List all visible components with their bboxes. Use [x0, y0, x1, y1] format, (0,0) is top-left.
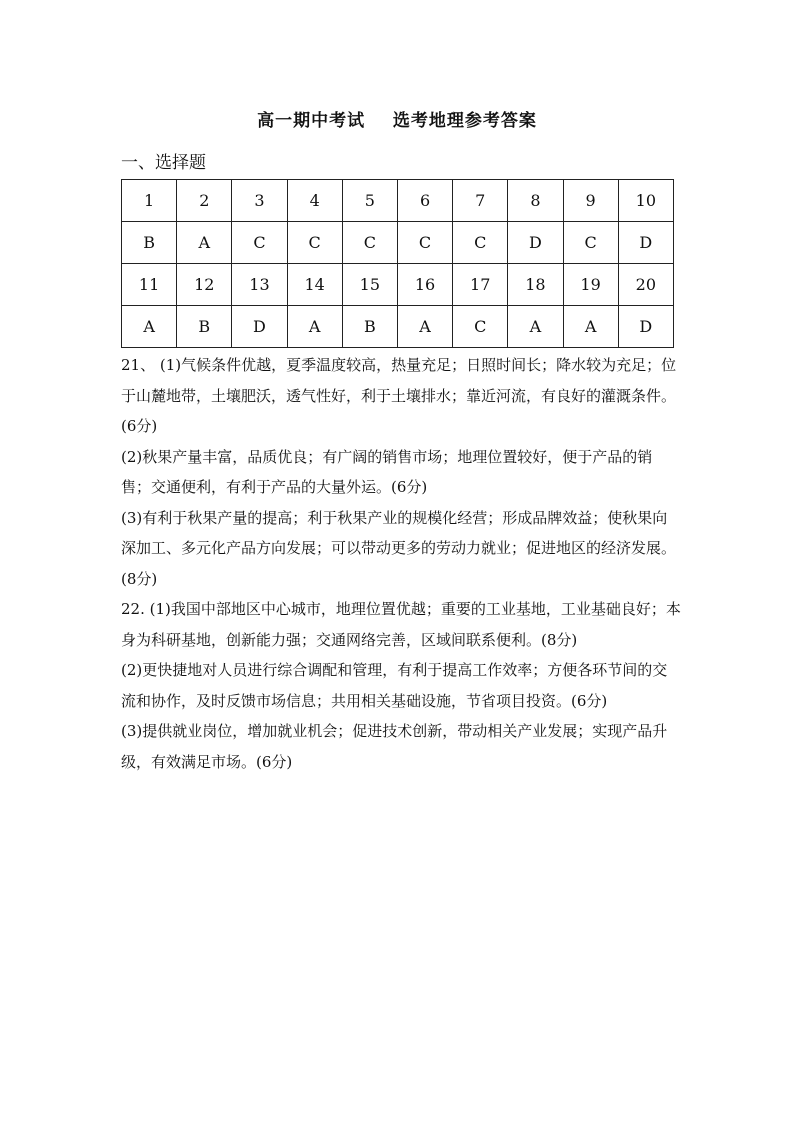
question-number-cell: 10 — [618, 180, 673, 222]
q22-part1: 22. (1)我国中部地区中心城市，地理位置优越；重要的工业基地，工业基础良好；本身为科研基地，创新能力强；交通网络完善，区域间联系便利。(8分) — [121, 600, 681, 649]
question-number-cell: 7 — [453, 180, 508, 222]
answer-cell: D — [232, 306, 287, 348]
answer-cell: A — [177, 222, 232, 264]
answer-cell: C — [453, 222, 508, 264]
q21-part3: (3)有利于秋果产量的提高；利于秋果产业的规模化经营；形成品牌效益；使秋果向深加工、多元化产品方向发展；可以带动更多的劳动力就业；促进地区的经济发展。(8分) — [121, 508, 677, 588]
answer-cell: C — [563, 222, 618, 264]
question-number-cell: 20 — [618, 264, 673, 306]
answer-cell: A — [397, 306, 452, 348]
answer-cell: B — [122, 222, 177, 264]
answer-block — [121, 350, 681, 777]
question-number-cell: 19 — [563, 264, 618, 306]
q22-part3: (3)提供就业岗位，增加就业机会；促进技术创新，带动相关产业发展；实现产品升级，有效满足市场。(6分) — [121, 722, 668, 771]
question-number-cell: 14 — [287, 264, 342, 306]
answer-row — [122, 222, 674, 264]
answer-cell: B — [177, 306, 232, 348]
answer-cell: D — [618, 222, 673, 264]
question-number-cell: 9 — [563, 180, 618, 222]
question-number-cell: 5 — [342, 180, 397, 222]
q21-part1: 21、 (1)气候条件优越，夏季温度较高，热量充足；日照时间长；降水较为充足；位于山麓地带，土壤肥沃，透气性好，利于土壤排水；靠近河流，有良好的灌溉条件。(6分) — [121, 356, 677, 435]
question-number-cell: 15 — [342, 264, 397, 306]
q21-part2: (2)秋果产量丰富，品质优良；有广阔的销售市场；地理位置较好，便于产品的销售；交通便利，有利于产品的大量外运。(6分) — [121, 447, 653, 496]
question-number-cell: 3 — [232, 180, 287, 222]
question-number-cell: 16 — [397, 264, 452, 306]
answer-cell: C — [232, 222, 287, 264]
question-number-cell: 8 — [508, 180, 563, 222]
answer-cell: D — [508, 222, 563, 264]
answer-cell: C — [397, 222, 452, 264]
answer-table — [121, 179, 674, 348]
question-number-cell: 2 — [177, 180, 232, 222]
question-number-cell: 18 — [508, 264, 563, 306]
question-number-row — [122, 264, 674, 306]
question-number-cell: 6 — [397, 180, 452, 222]
question-number-cell: 4 — [287, 180, 342, 222]
question-number-row — [122, 180, 674, 222]
answer-cell: C — [453, 306, 508, 348]
answer-cell: A — [563, 306, 618, 348]
answer-cell: C — [287, 222, 342, 264]
answer-cell: A — [508, 306, 563, 348]
document-title: 高一期中考试 选考地理参考答案 — [257, 111, 537, 131]
answer-cell: A — [122, 306, 177, 348]
answer-cell: B — [342, 306, 397, 348]
question-number-cell: 17 — [453, 264, 508, 306]
question-number-cell: 13 — [232, 264, 287, 306]
question-number-cell: 12 — [177, 264, 232, 306]
answer-cell: A — [287, 306, 342, 348]
answer-row — [122, 306, 674, 348]
answer-cell: D — [618, 306, 673, 348]
answer-cell: C — [342, 222, 397, 264]
question-number-cell: 1 — [122, 180, 177, 222]
q22-part2: (2)更快捷地对人员进行综合调配和管理，有利于提高工作效率；方便各环节间的交流和协作，及时反馈市场信息；共用相关基础设施，节省项目投资。(6分) — [121, 661, 668, 710]
question-number-cell: 11 — [122, 264, 177, 306]
section-heading: 一、选择题 — [121, 153, 206, 173]
